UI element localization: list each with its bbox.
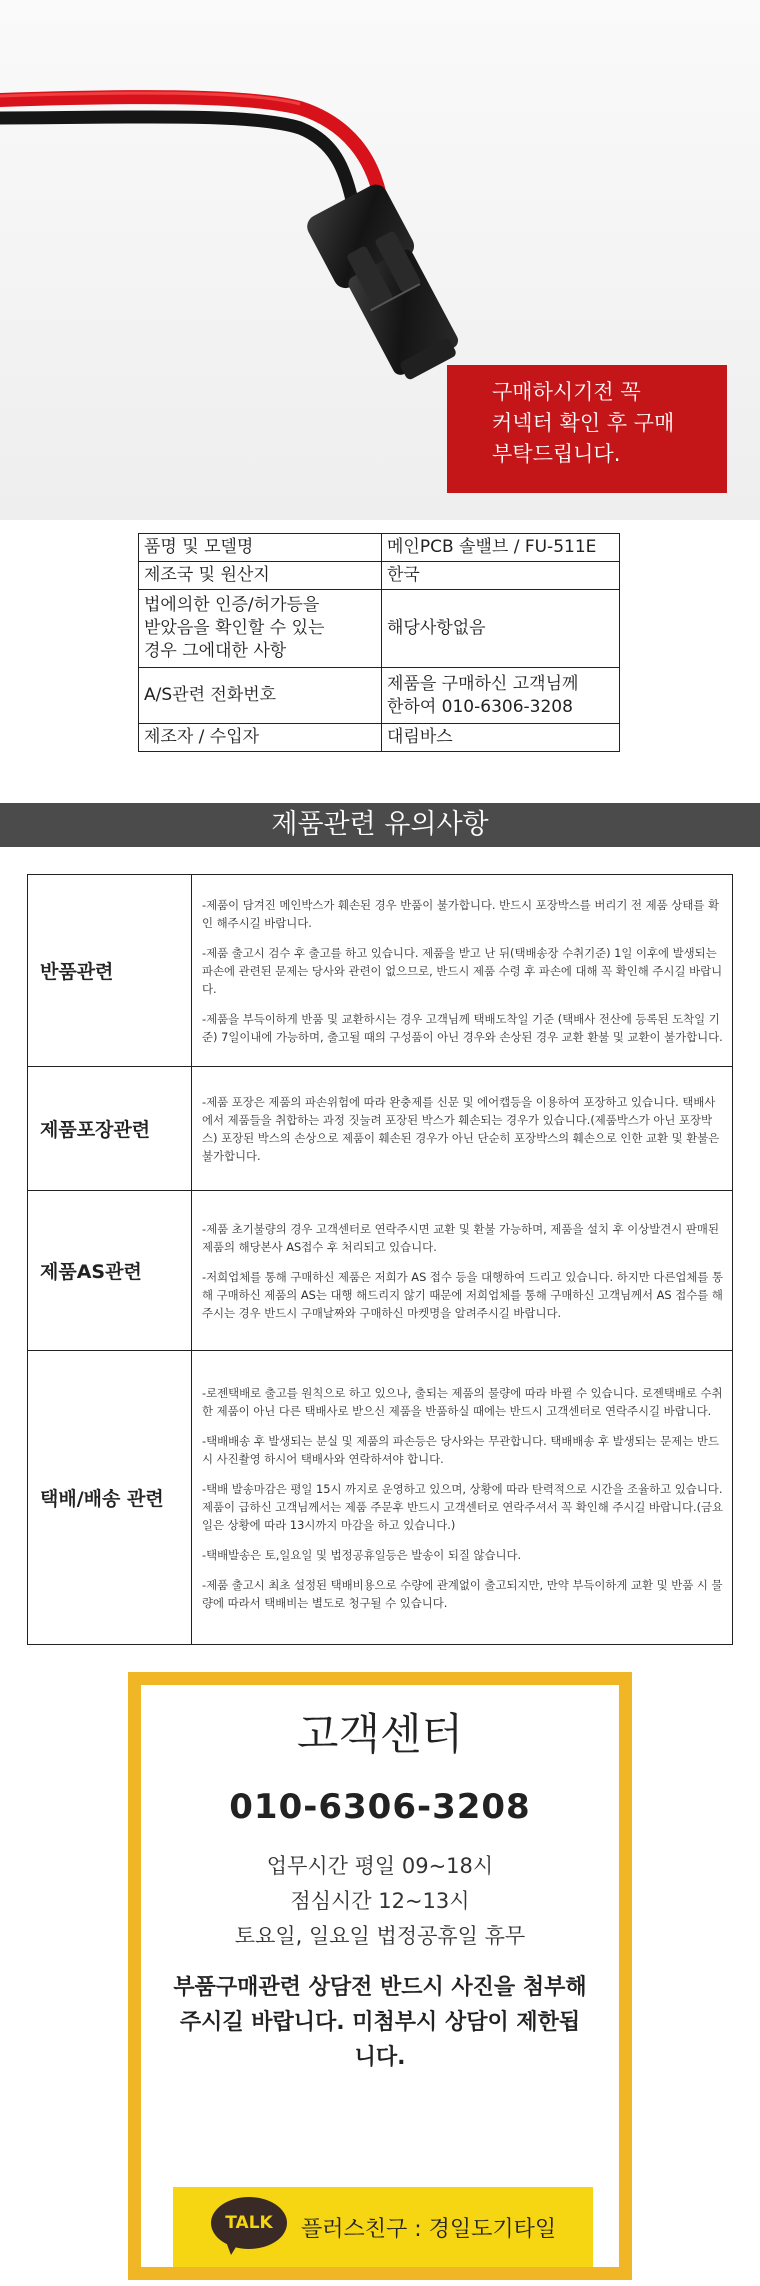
notice-row-return [28,875,733,1067]
section-title: 제품관련 유의사항 [0,803,760,847]
spec-row [139,724,620,752]
spec-label: 제조자 / 수입자 [139,724,382,752]
customer-center-phone[interactable]: 010-6306-3208 [229,1787,531,1827]
customer-center-title: 고객센터 [296,1710,464,1760]
spec-label: 제조국 및 원산지 [139,562,382,590]
notice-row-delivery [28,1351,733,1645]
spec-value: 한국 [382,562,620,590]
notice-row-as [28,1191,733,1351]
notice-line: 커넥터 확인 후 구매 [492,411,675,435]
notice-line: 부탁드립니다. [492,442,621,466]
kakao-talk-icon: TALK [211,2197,287,2257]
notice-body: -제품이 담겨진 메인박스가 훼손된 경우 반품이 불가합니다. 반드시 포장박스를 버리기 전 제품 상태를 확인 해주시길 바랍니다. -제품 출고시 검수 후 출고를 하고 있습니다. 제품을 받고 난 뒤(택배송장 수취기준) 1일 이후에 발생되는 파손에 관련된 문제는 당사와 관련이 없으므로, 반드시 제품 수령 후 파손에 대해 꼭 확인해 주시길 바랍니다. -제품을 부득이하게 반품 및 교환하시는 경우 고객님께 택배도착일 기준 (택배사 전산에 등록된 도착일 기준) 7일이내에 가능하며, 출고될 때의 구성품이 아닌 경우와 손상된 경우 교환 환불 및 교환이 불가합니다. [192,875,733,1067]
spec-value: 메인PCB 솔밸브 / FU-511E [382,534,620,562]
spec-label: A/S관련 전화번호 [139,668,382,724]
notice-body: -로젠택배로 출고를 원칙으로 하고 있으나, 출되는 제품의 물량에 따라 바뀔 수 있습니다. 로젠택배로 수취한 제품이 아닌 다른 택배사로 받으신 제품을 반품하실 때에는 반드시 고객센터로 연락주시길 바랍니다. -택배배송 후 발생되는 분실 및 제품의 파손등은 당사와는 무관합니다. 택배배송 후 발생되는 문제는 반드시 사진촬영 하시어 택배사와 연락하셔야 합니다. -택배 발송마감은 평일 15시 까지로 운영하고 있으며, 상황에 따라 탄력적으로 시간을 조율하고 있습니다. 제품이 급하신 고객님께서는 제품 주문후 반드시 고객센터로 연락주셔서 꼭 확인해 주시길 바랍니다.(금요일은 상황에 따라 13시까지 마감을 하고 있습니다.) -택배발송은 토,일요일 및 법정공휴일등은 발송이 되질 않습니다. -제품 출고시 최초 설정된 택배비용으로 수량에 관계없이 출고되지만, 만약 부득이하게 교환 및 반품 시 물량에 따라서 택배비는 별도로 청구될 수 있습니다. [192,1351,733,1645]
notice-body: -제품 초기불량의 경우 고객센터로 연락주시면 교환 및 환불 가능하며, 제품을 설치 후 이상발견시 판매된 제품의 해당본사 AS접수 후 처리되고 있습니다. -저희업체를 통해 구매하신 제품은 저희가 AS 접수 등을 대행하여 드리고 있습니다. 하지만 다른업체를 통해 구매하신 제품의 AS는 대행 해드리지 않기 때문에 저희업체를 통해 구매하신 고객님께서 AS 접수를 해주시는 경우 반드시 구매날짜와 구매하신 마켓명을 알려주시길 바랍니다. [192,1191,733,1351]
spec-row [139,668,620,724]
purchase-notice-box [447,365,727,493]
product-photo [0,0,760,520]
photo-required-notice: 부품구매관련 상담전 반드시 사진을 첨부해 주시길 바랍니다. 미첨부시 상담이 제한됩 니다. [173,1975,587,2070]
notice-line: 구매하시기전 꼭 [492,380,641,404]
spec-value: 해당사항없음 [382,590,620,668]
plus-friend-label: 플러스친구 : 경일도기타일 [301,2216,557,2242]
notice-body: -제품 포장은 제품의 파손위험에 따라 완충제를 신문 및 에어캡등을 이용하여 포장하고 있습니다. 택배사에서 제품들을 취합하는 과정 짓눌려 포장된 박스가 훼손되는 경우가 있습니다.(제품박스가 아닌 포장박스) 포장된 박스의 손상으로 제품이 훼손된 경우가 아닌 단순히 포장박스의 훼손으로 인한 교환 및 환불은 불가합니다. [192,1067,733,1191]
spec-row [139,534,620,562]
spec-value: 제품을 구매하신 고객님께 한하여 010-6306-3208 [382,668,620,724]
spec-row [139,590,620,668]
notice-category: 반품관련 [28,875,192,1067]
spec-row [139,562,620,590]
spec-value: 대림바스 [382,724,620,752]
product-notice-table [27,874,733,1645]
business-hours: 업무시간 평일 09~18시 점심시간 12~13시 토요일, 일요일 법정공휴일 휴무 [234,1854,526,1948]
notice-category: 제품포장관련 [28,1067,192,1191]
spec-label: 품명 및 모델명 [139,534,382,562]
notice-row-packaging [28,1067,733,1191]
customer-center-box [128,1672,632,2280]
spec-label: 법에의한 인증/허가등을 받았음을 확인할 수 있는 경우 그에대한 사항 [139,590,382,668]
product-spec-table [138,533,620,752]
notice-category: 택배/배송 관련 [28,1351,192,1645]
notice-category: 제품AS관련 [28,1191,192,1351]
plus-friend-bar[interactable] [173,2187,593,2267]
